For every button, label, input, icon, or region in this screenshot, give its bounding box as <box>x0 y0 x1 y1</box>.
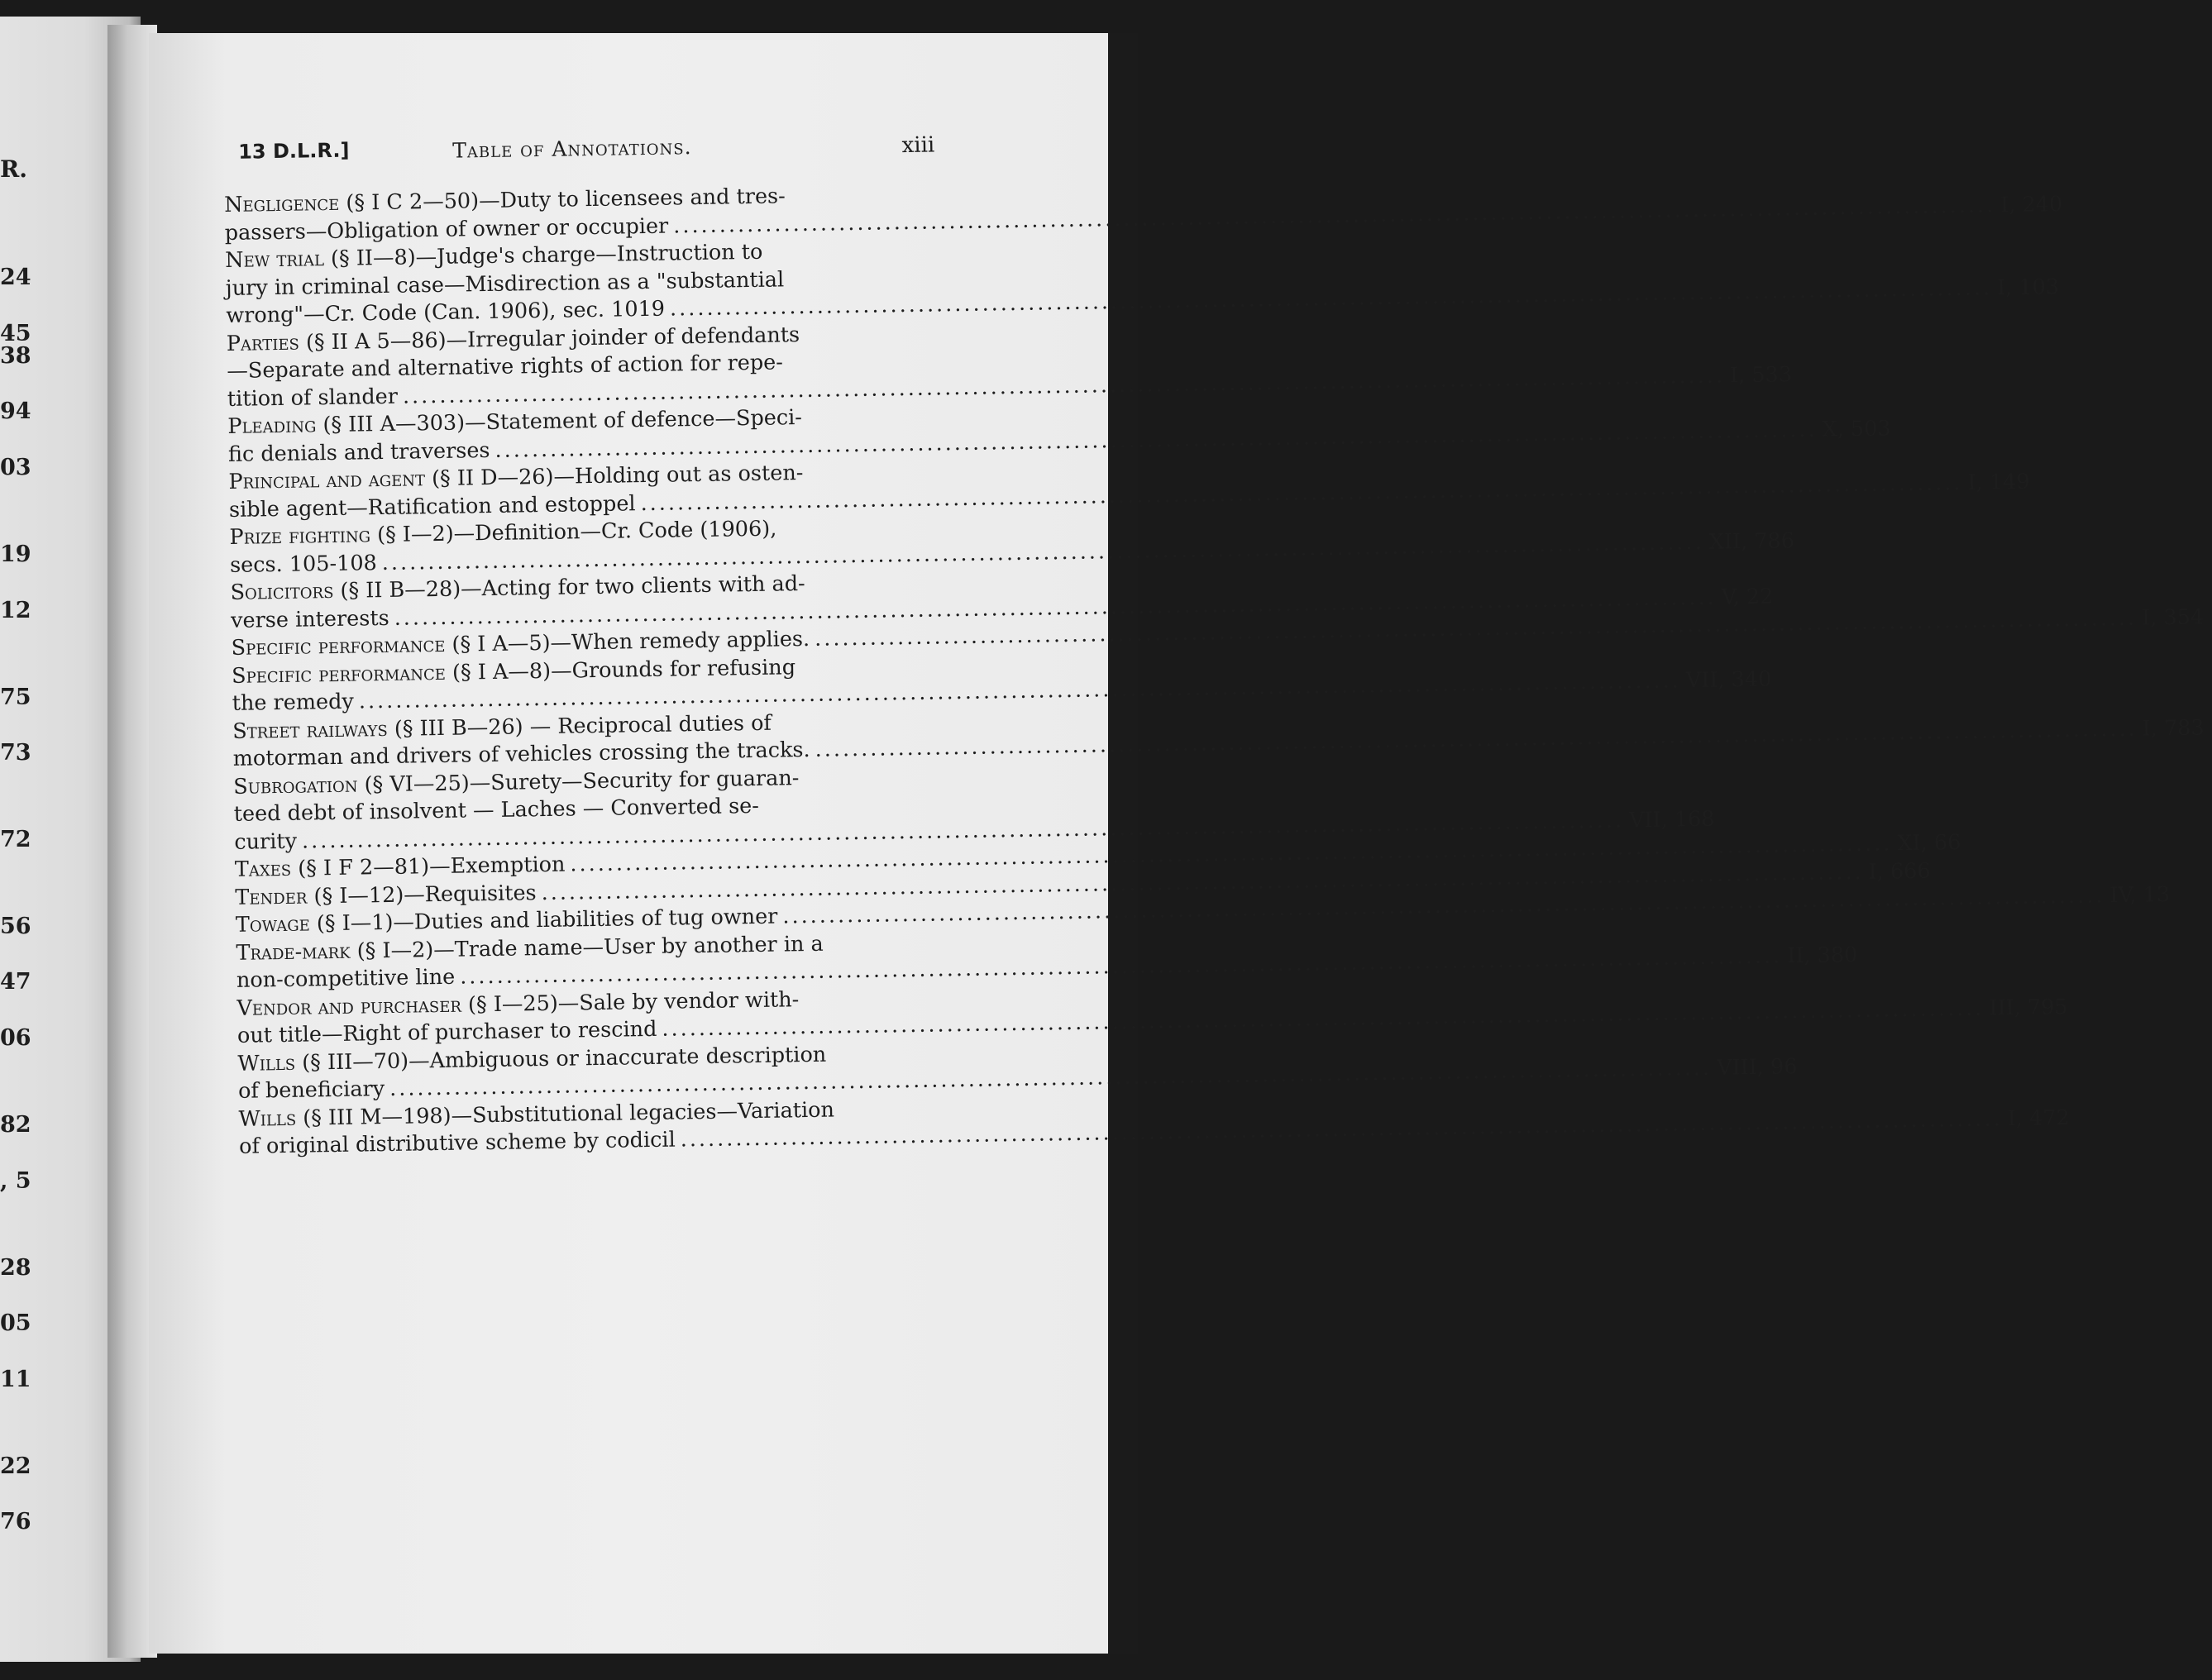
entry-text-line: out title—Right of purchaser to rescind <box>236 1016 657 1048</box>
left-page-number: 56 <box>0 914 31 939</box>
entry-reference: I, 149 <box>1967 469 2030 495</box>
entry-headword: Towage <box>235 911 311 938</box>
entry-reference: VIII, 96 <box>1716 1054 1798 1081</box>
left-page-number: 05 <box>0 1310 31 1336</box>
entry-headword: Tender <box>235 884 308 910</box>
entry-text-line: Street railways (§ III B—26) — Reciprocal duties of <box>232 710 772 744</box>
entry-reference: I, 103 <box>1996 274 2060 301</box>
entry-text-line: wrong"—Cr. Code (Can. 1906), sec. 1019 <box>226 296 666 328</box>
entry-text-line: passers—Obligation of owner or occupier <box>224 213 669 246</box>
entry-text-line: Towage (§ I—1)—Duties and liabilities of tug owner <box>235 904 778 938</box>
entry-text-line: Tender (§ I—12)—Requisites <box>235 880 537 910</box>
left-page-number: 75 <box>0 685 31 710</box>
entry-text-line: motorman and drivers of vehicles crossing the tracks. <box>232 737 810 771</box>
annotation-entry <box>226 319 1793 413</box>
entry-reference: I, 533 <box>1729 361 1793 388</box>
left-page-number: 76 <box>0 1509 31 1534</box>
left-page-number: 72 <box>0 827 31 852</box>
page-title: Table of Annotations. <box>451 135 692 163</box>
left-page-number: 47 <box>0 969 31 995</box>
entry-text-line: Specific performance (§ I A—5)—When remedy applies. <box>231 626 810 661</box>
entry-headword: Negligence <box>223 190 340 217</box>
entry-text-line: Specific performance (§ I A—8)—Grounds for refusing <box>231 654 796 689</box>
entry-text-line: fic denials and traverses <box>227 437 490 467</box>
entry-headword: Street railways <box>232 716 388 744</box>
entry-reference: IV, 13 <box>2109 882 2171 909</box>
entry-text-line: of beneficiary <box>237 1076 385 1104</box>
entry-text-line: New trial (§ II—8)—Judge's charge—Instruction to <box>225 239 763 273</box>
entry-text-line: teed debt of insolvent — Laches — Converted se- <box>233 793 760 827</box>
entry-reference: XI, 66 <box>1897 830 1961 857</box>
entry-text-line: Subrogation (§ VI—25)—Surety—Security for guaran- <box>233 765 800 799</box>
entry-reference: VII, 340 <box>1685 666 1772 694</box>
entry-headword: Prize fighting <box>229 523 371 550</box>
entry-reference: I, 666 <box>1868 858 1931 885</box>
left-page-number: 28 <box>0 1255 31 1281</box>
entry-text-line: —Separate and alternative rights of action for repe- <box>227 350 784 384</box>
left-page-header-fragment: R. <box>0 155 28 183</box>
left-page-number: 82 <box>0 1112 31 1138</box>
left-page-number: 06 <box>0 1025 31 1051</box>
entry-text-line: Parties (§ II A 5—86)—Irregular joinder of defendants <box>226 322 800 356</box>
volume-label: 13 D.L.R.] <box>237 138 350 164</box>
entry-text-line: Negligence (§ I C 2—50)—Duty to licensees and tres- <box>223 184 786 217</box>
entry-headword: Trade-mark <box>236 938 351 966</box>
annotation-entry <box>223 180 2063 247</box>
entry-reference: II, 380 <box>1787 943 1858 969</box>
entry-text-line: non-competitive line <box>236 964 456 993</box>
entry-text-line: of original distributive scheme by codicil <box>238 1127 676 1159</box>
entry-headword: Principal and agent <box>228 466 426 494</box>
entry-headword: Specific performance <box>231 632 446 661</box>
entry-text-line: Vendor and purchaser (§ I—25)—Sale by vendor with- <box>236 986 800 1021</box>
entry-reference: I, 240 <box>2000 191 2063 217</box>
annotation-entry <box>228 457 2030 524</box>
left-page-number: 19 <box>0 542 31 567</box>
entry-text-line: Trade-mark (§ I—2)—Trade name—User by another in a <box>236 931 824 966</box>
entry-text-line: Taxes (§ I F 2—81)—Exemption <box>234 852 566 882</box>
annotation-entry <box>236 984 2068 1051</box>
entry-headword: Pleading <box>227 413 317 439</box>
entry-text-line: Principal and agent (§ II D—26)—Holding out as osten- <box>228 461 804 494</box>
entry-text-line: tition of slander <box>227 384 399 412</box>
annotation-entry <box>232 707 2205 774</box>
left-page-number: , 5 <box>0 1168 31 1194</box>
entry-text-line: sible agent—Ratification and estoppel <box>228 490 636 523</box>
left-page-number: 94 <box>0 399 31 424</box>
entry-headword: Wills <box>237 1050 296 1076</box>
entry-text-line: jury in criminal case—Misdirection as a "substantial <box>225 266 785 301</box>
entry-text-line: Prize fighting (§ I—2)—Definition—Cr. Code (1906), <box>229 516 777 550</box>
entry-reference: X, 503 <box>1822 415 1891 442</box>
entry-text-line: Pleading (§ III A—303)—Statement of defence—Speci- <box>227 405 803 439</box>
entry-reference: III, 795 <box>1989 995 2068 1021</box>
entry-headword: Vendor and purchaser <box>236 992 462 1021</box>
entry-reference: V, 22 <box>1721 584 1774 610</box>
left-page-number: 24 <box>0 265 31 290</box>
entry-headword: Solicitors <box>230 578 334 605</box>
entry-headword: Wills <box>238 1105 297 1132</box>
entry-text-line: the remedy <box>232 689 355 716</box>
entry-headword: Taxes <box>234 856 292 882</box>
left-page-number: 38 <box>0 343 31 369</box>
entry-text-line: secs. 105-108 <box>229 550 377 578</box>
annotation-entry <box>225 236 2060 330</box>
annotation-entry <box>238 1095 2070 1162</box>
entry-headword: Specific performance <box>231 660 447 689</box>
page-content <box>223 129 2205 1161</box>
annotation-entry <box>236 928 1858 995</box>
entry-text-line: Wills (§ III—70)—Ambiguous or inaccurate description <box>237 1042 827 1076</box>
entry-text-line: Solicitors (§ II B—28)—Acting for two clients with ad- <box>230 571 805 605</box>
annotation-entry <box>237 1039 1798 1106</box>
left-page-number: 11 <box>0 1367 31 1392</box>
annotation-entry <box>229 513 1795 580</box>
left-page-number: 45 <box>0 321 31 346</box>
annotation-entry <box>227 402 1891 469</box>
entry-headword: Subrogation <box>233 772 358 799</box>
annotation-entry <box>233 762 1715 857</box>
entry-reference: I, 354 <box>2141 604 2205 631</box>
entry-text-line: verse interests <box>230 605 389 633</box>
entry-reference: VII, 168 <box>1628 806 1715 833</box>
left-page-number: 12 <box>0 598 31 623</box>
entry-headword: New trial <box>225 246 325 273</box>
annotation-list <box>223 180 2205 1161</box>
entry-reference: I, 472 <box>2007 1105 2070 1132</box>
page-number: xiii <box>901 132 935 159</box>
entry-headword: Parties <box>226 330 300 356</box>
left-page-number: 73 <box>0 740 31 766</box>
annotation-entry <box>231 651 1772 718</box>
left-page-number: 03 <box>0 455 31 480</box>
left-page-number: 22 <box>0 1453 31 1479</box>
entry-reference: XII, 786 <box>1708 527 1795 555</box>
entry-text-line: Wills (§ III M—198)—Substitutional legacies—Variation <box>238 1097 835 1132</box>
entry-reference: I, 783 <box>2142 715 2205 742</box>
entry-text-line: curity <box>234 828 298 855</box>
